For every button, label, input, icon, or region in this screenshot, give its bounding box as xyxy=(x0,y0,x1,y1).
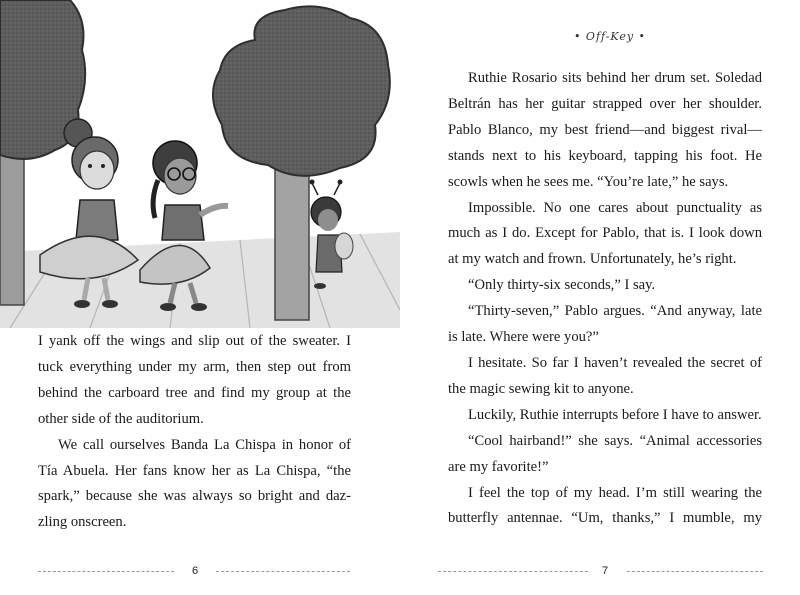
footer-rule xyxy=(438,571,588,572)
right-body-text xyxy=(448,66,762,532)
text-line: “Only thirty-six seconds,” I say. xyxy=(468,277,656,294)
page-number: 7 xyxy=(601,565,609,577)
text-line: Pablo Blanco, my best friend—and biggest rival— xyxy=(448,121,762,138)
text-line: “Thirty-seven,” Pablo argues. “And anyway, late xyxy=(468,303,762,320)
text-line: stands next to his keyboard, tapping his foot. He xyxy=(448,147,762,164)
text-line: at my watch and frown. Unfortunately, he’s right. xyxy=(448,251,737,268)
footer-rule xyxy=(216,571,350,572)
text-line: spark,” because she was always so bright and daz- xyxy=(38,488,351,505)
stage-illustration xyxy=(0,0,400,328)
text-line: butterfly antennae. “Um, thanks,” I mumble, my xyxy=(448,510,762,527)
left-footer xyxy=(0,565,400,577)
left-body-text xyxy=(38,329,351,536)
text-line: I yank off the wings and slip out of the sweater. I xyxy=(38,333,351,349)
text-line: is late. Where were you?” xyxy=(448,329,599,346)
text-line: Tía Abuela. Her fans know her as La Chispa, “the xyxy=(38,462,351,479)
running-head: • Off-Key • xyxy=(573,30,647,43)
text-line: Ruthie Rosario sits behind her drum set. Soledad xyxy=(468,70,762,86)
text-line: other side of the auditorium. xyxy=(38,410,204,427)
text-line: We call ourselves Banda La Chispa in honor of xyxy=(58,436,351,453)
text-line: behind the carboard tree and find my group at the xyxy=(38,384,351,401)
text-line: Beltrán has her guitar strapped over her shoulder. xyxy=(448,95,762,112)
right-footer xyxy=(400,565,800,577)
text-line: Impossible. No one cares about punctuality as xyxy=(468,199,762,216)
text-line: scowls when he sees me. “You’re late,” he says. xyxy=(448,173,729,190)
text-line: are my favorite!” xyxy=(448,458,549,475)
text-line: Luckily, Ruthie interrupts before I have to answer. xyxy=(468,406,762,423)
text-line: “Cool hairband!” she says. “Animal accessories xyxy=(468,432,762,449)
page-number: 6 xyxy=(191,565,199,577)
text-line: I hesitate. So far I haven’t revealed the secret of xyxy=(468,354,762,371)
footer-rule xyxy=(627,571,763,572)
text-line: I feel the top of my head. I’m still wearing the xyxy=(468,484,762,501)
text-line: tuck everything under my arm, then step out from xyxy=(38,358,351,375)
text-line: zling onscreen. xyxy=(38,514,127,531)
text-line: the magic sewing kit to anyone. xyxy=(448,380,634,397)
footer-rule xyxy=(38,571,174,572)
text-line: much as I do. Except for Pablo, that is. I look down xyxy=(448,225,762,242)
